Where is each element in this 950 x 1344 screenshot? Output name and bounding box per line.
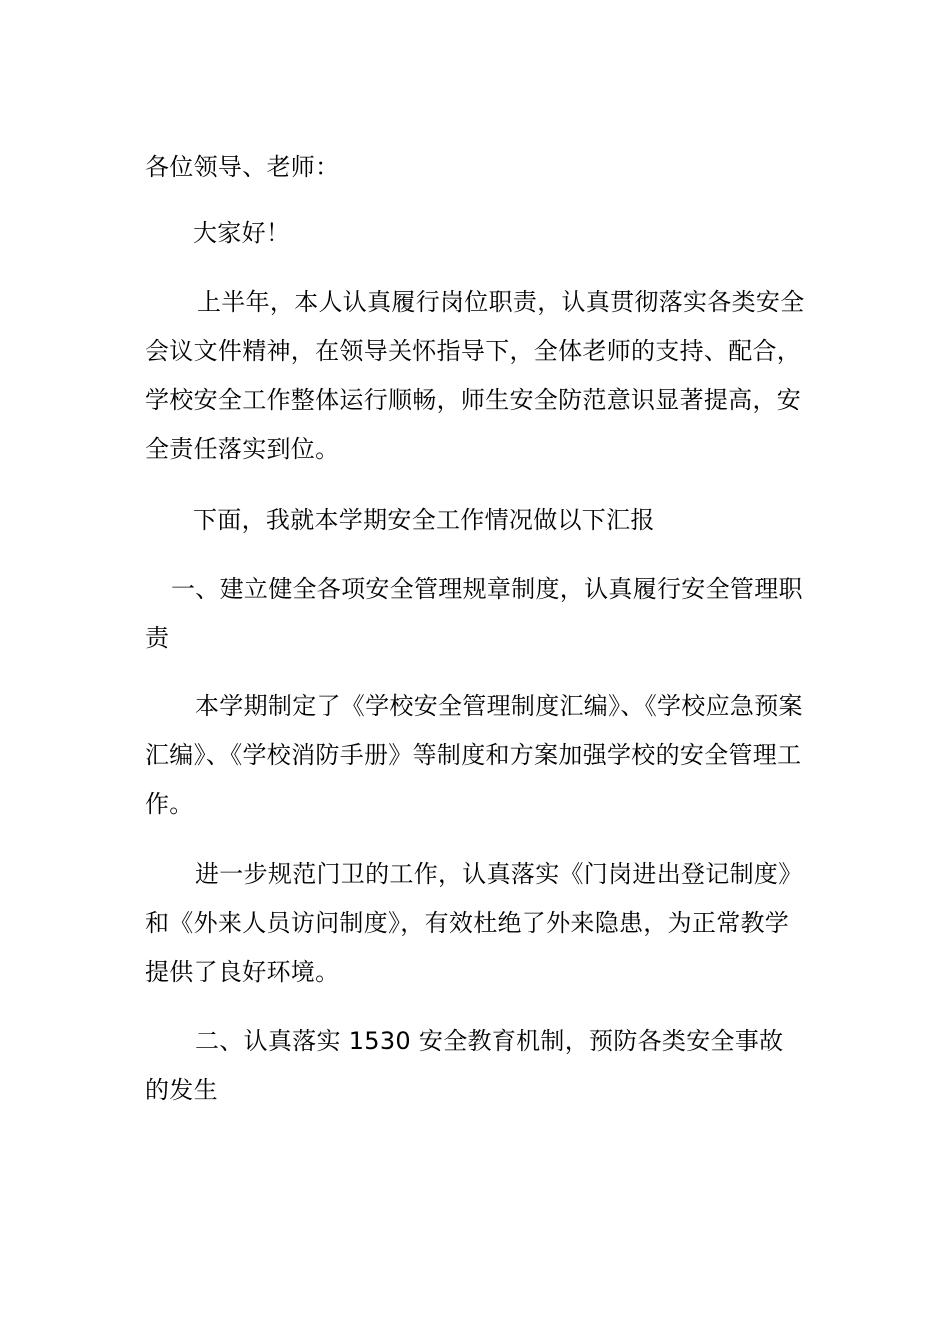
- section-1-paragraph-1: 本学期制定了《学校安全管理制度汇编》、《学校应急预案汇编》、《学校消防手册》等制度和方案加强学校的安全管理工作。: [145, 692, 803, 818]
- lead-paragraph: 下面，我就本学期安全工作情况做以下汇报: [193, 506, 655, 534]
- intro-paragraph: 上半年，本人认真履行岗位职责，认真贯彻落实各类安全会议文件精神，在领导关怀指导下，全体老师的支持、配合，学校安全工作整体运行顺畅，师生安全防范意识显著提高，安全责任落实到位。: [145, 288, 805, 463]
- hello-line: 大家好！: [193, 219, 291, 247]
- section-2-heading: 二、认真落实 1530 安全教育机制，预防各类安全事故的发生: [145, 1027, 784, 1104]
- greeting-line: 各位领导、老师：: [145, 153, 340, 181]
- section-1-heading: 一、建立健全各项安全管理规章制度，认真履行安全管理职责: [145, 575, 803, 652]
- section-1-paragraph-2: 进一步规范门卫的工作，认真落实《门岗进出登记制度》和《外来人员访问制度》，有效杜绝了外来隐患，为正常教学提供了良好环境。: [145, 860, 803, 986]
